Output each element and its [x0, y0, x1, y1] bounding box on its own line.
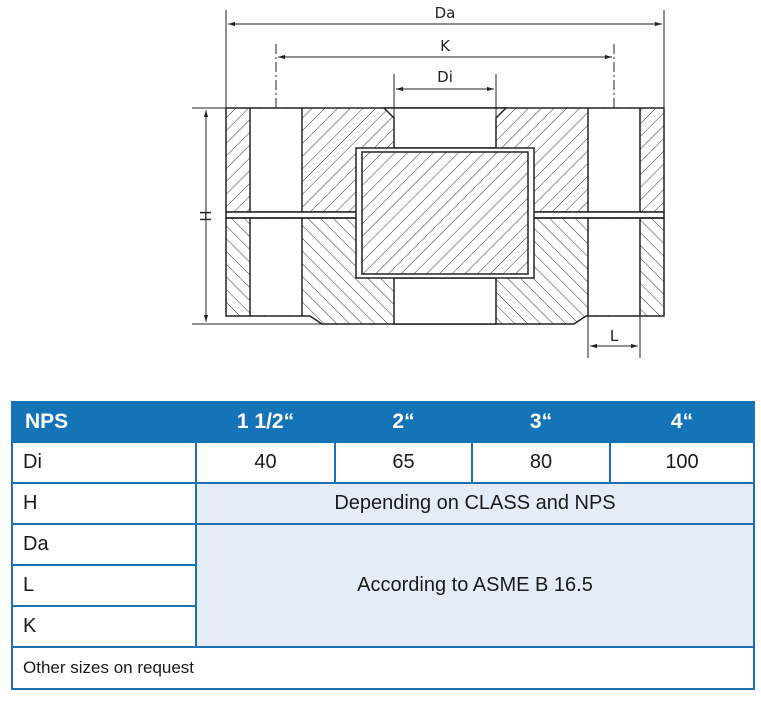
table-row-h: [12, 483, 754, 524]
note-text: Other sizes on request: [12, 647, 754, 689]
di-value-1: 40: [196, 442, 335, 483]
di-value-4: 100: [610, 442, 754, 483]
dim-label-da: Da: [434, 4, 456, 22]
spec-table: [11, 401, 755, 690]
dim-label-di: Di: [437, 68, 453, 86]
dim-label-h: H: [196, 210, 214, 222]
header-nps: NPS: [12, 402, 196, 442]
h-value: Depending on CLASS and NPS: [196, 483, 754, 524]
header-size-1: 1 1/2“: [196, 402, 335, 442]
table-row-di: [12, 442, 754, 483]
header-row: [12, 402, 754, 442]
row-label-k: K: [12, 606, 196, 647]
row-label-h: H: [12, 483, 196, 524]
dim-label-l: L: [609, 327, 619, 345]
header-size-4: 4“: [610, 402, 754, 442]
row-label-da: Da: [12, 524, 196, 565]
header-size-2: 2“: [335, 402, 472, 442]
di-value-2: 65: [335, 442, 472, 483]
di-value-3: 80: [472, 442, 610, 483]
header-size-3: 3“: [472, 402, 610, 442]
row-label-l: L: [12, 565, 196, 606]
dim-label-k: K: [440, 37, 450, 55]
table-row-da: [12, 524, 754, 565]
row-label-di: Di: [12, 442, 196, 483]
center-insert: [356, 148, 534, 278]
table-row-note: [12, 647, 754, 689]
asme-value: According to ASME B 16.5: [196, 524, 754, 647]
